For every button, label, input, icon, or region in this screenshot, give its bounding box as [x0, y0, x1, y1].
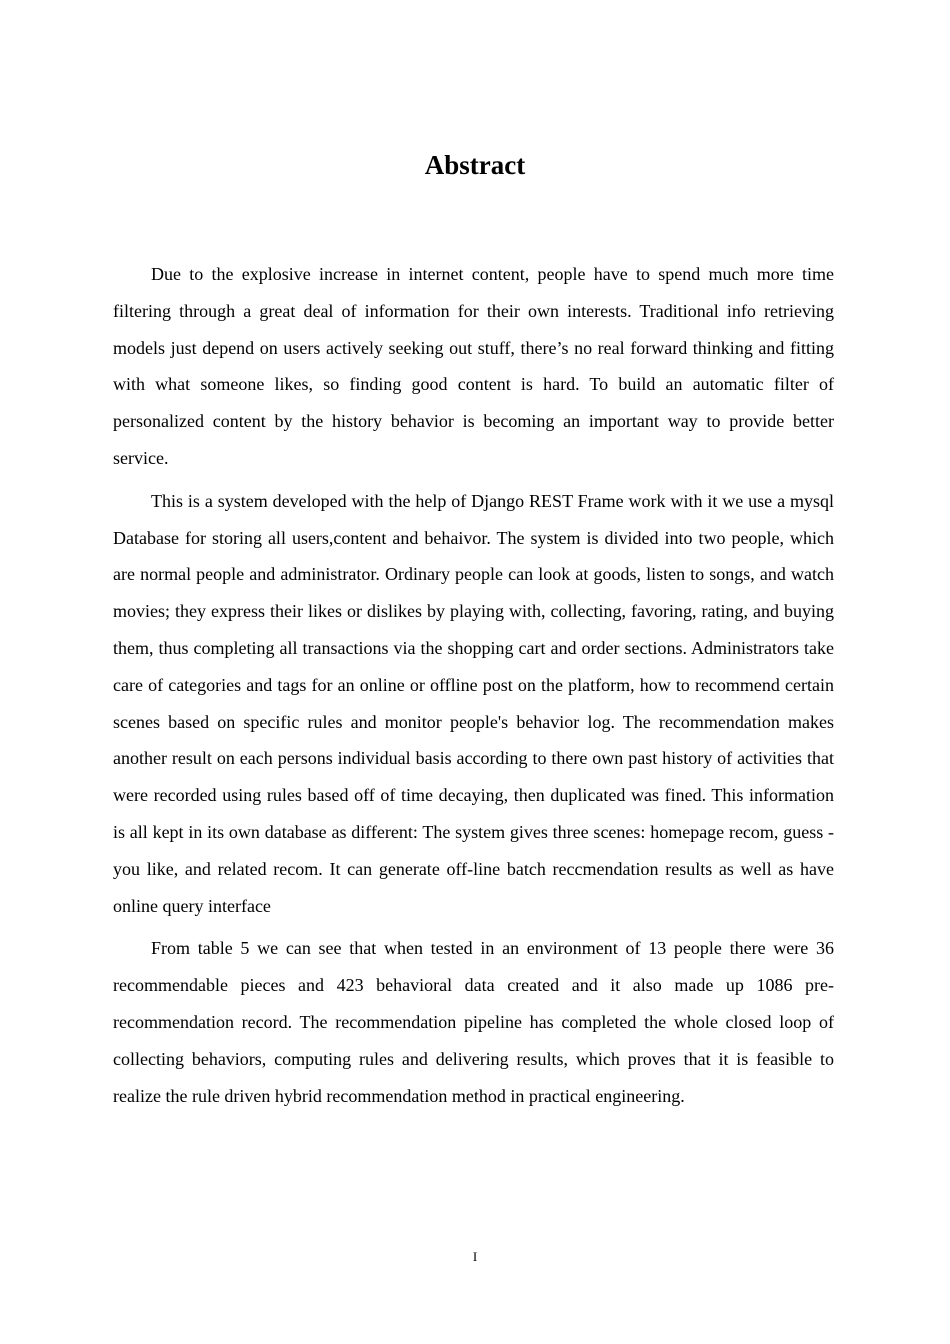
abstract-body — [113, 256, 834, 1114]
abstract-paragraph-3: From table 5 we can see that when tested in an environment of 13 people there were 36 recommendable pieces and 423 behavioral data created and it also made up 1086 pre- recommendation record. The recommendation pipeline has completed the whole closed loop of collecting behaviors, computing rules and delivering results, which proves that it is feasible to realize the rule driven hybrid recommendation method in practical engineering. — [113, 938, 834, 1106]
abstract-paragraph-1: Due to the explosive increase in internet content, people have to spend much more time filtering through a great deal of information for their own interests. Traditional info retrieving models just depend on users actively seeking out stuff, there’s no real forward thinking and fitting with what someone likes, so finding good content is hard. To build an automatic filter of personalized content by the history behavior is becoming an important way to provide better service. — [113, 264, 834, 468]
page-number: I — [472, 1249, 478, 1264]
abstract-paragraph-2: This is a system developed with the help of Django REST Frame work with it we use a mysql Database for storing all users,content and behaivor. The system is divided into two people, which are normal people and administrator. Ordinary people can look at goods, listen to songs, and watch movies; they express their likes or dislikes by playing with, collecting, favoring, rating, and buying them, thus completing all transactions via the shopping cart and order sections. Administrators take care of categories and tags for an online or offline post on the platform, how to recommend certain scenes based on specific rules and monitor people's behavior log. The recommendation makes another result on each persons individual basis according to there own past history of activities that were recorded using rules based off of time decaying, then duplicated was fined. This information is all kept in its own database as different: The system gives three scenes: homepage recom, guess - you like, and related recom. It can generate off-line batch reccmendation results as well as have online query interface — [113, 490, 834, 916]
page-title: Abstract — [424, 150, 526, 180]
